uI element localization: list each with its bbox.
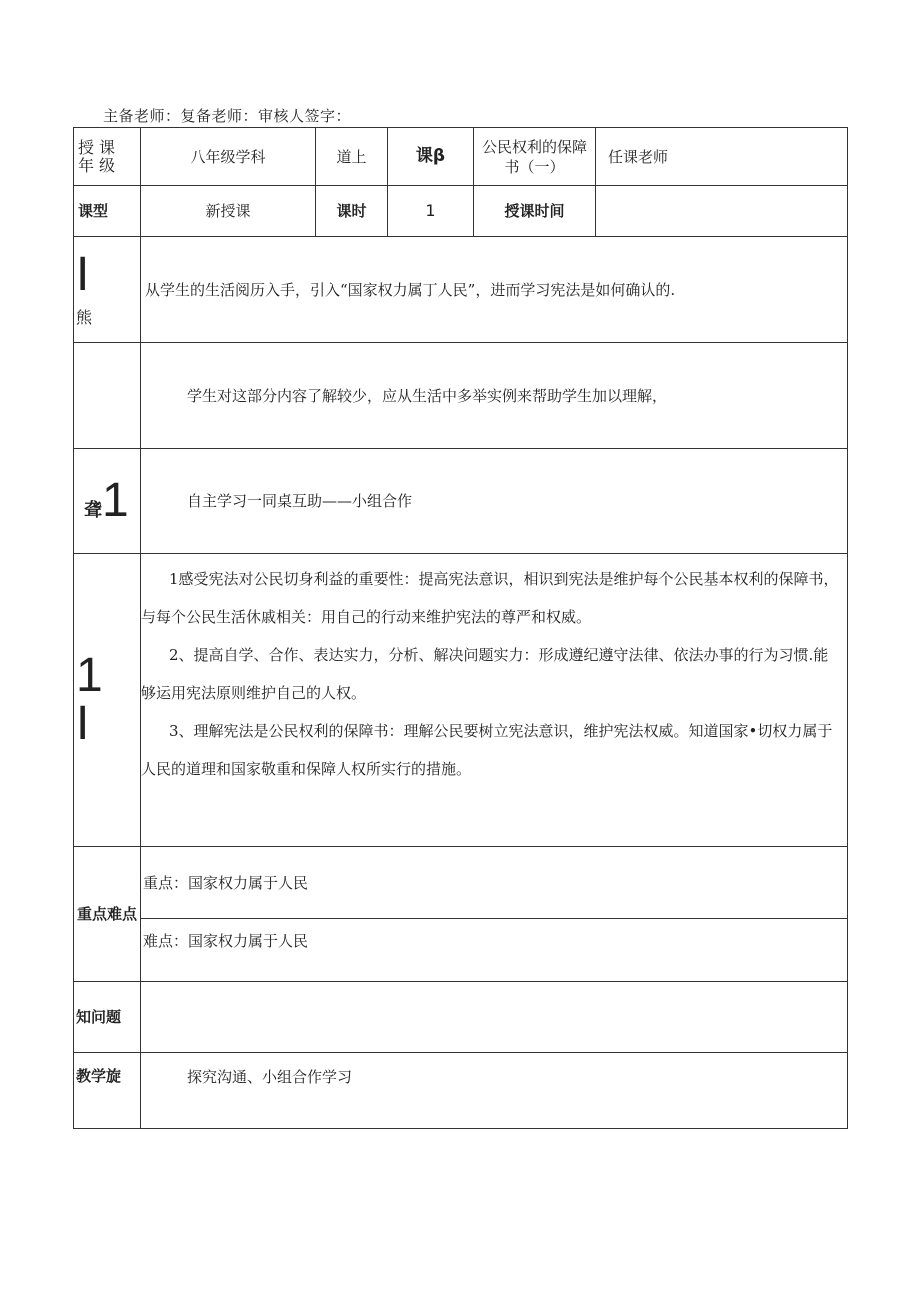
objectives-label — [74, 554, 141, 847]
student-analysis-text: 学生对这部分内容了解较少，应从生活中多举实例来帮助学生加以理解， — [141, 343, 848, 449]
row-difficult-point — [74, 919, 848, 982]
type-label: 课型 — [74, 186, 141, 237]
hours-value: 1 — [388, 186, 474, 237]
row-question — [74, 982, 848, 1053]
lesson-title: 公民权利的保障书（一） — [474, 128, 596, 186]
label-small: 聋 — [84, 499, 102, 521]
objective-item: 3、理解宪法是公民权利的保障书：理解公民要树立宪法意识，维护宪法权威。知道国家•切权力属于人民的道理和国家敬重和保障人权所实行的措施。 — [141, 722, 833, 778]
row-content-analysis — [74, 237, 848, 343]
grade-value: 八年级学科 — [141, 128, 316, 186]
row-objectives — [74, 554, 848, 847]
question-text[interactable] — [141, 982, 848, 1053]
difficult-point-text: 难点：国家权力属于人民 — [141, 919, 848, 982]
grade-label-cell — [74, 128, 141, 186]
grade-label-bottom: 年级 — [78, 155, 121, 175]
objective-item: 1感受宪法对公民切身利益的重要性：提高宪法意识，相识到宪法是维护每个公民基本权利的保障书，与每个公民生活休戚相关：用自己的行动来维护宪法的尊严和权威。 — [141, 570, 839, 626]
key-difficult-label: 重点难点 — [74, 847, 141, 982]
label-glyph: I — [76, 248, 90, 301]
content-analysis-label — [74, 237, 141, 343]
label-glyph-top: 1 — [76, 649, 103, 702]
teacher-label: 任课老师 — [608, 147, 669, 166]
objective-item: 2、提高自学、合作、表达实力，分析、解决问题实力：形成遵纪遵守法律、依法办事的行为习惯.能够运用宪法原则维护自己的人权。 — [141, 646, 829, 702]
subject-value: 道上 — [316, 128, 388, 186]
time-value[interactable] — [596, 186, 848, 237]
row-student-analysis — [74, 343, 848, 449]
header-signature-line: 主备老师：复备老师：审核人签字： — [103, 107, 352, 125]
label-glyph: 1 — [102, 473, 129, 527]
row-learning-method — [74, 449, 848, 554]
time-label: 授课时间 — [474, 186, 596, 237]
content-analysis-text: 从学生的生活阅历入手，引入“国家权力属丁人民”，进而学习宪法是如何确认的. — [141, 237, 848, 343]
grade-label-top: 授课 — [78, 137, 121, 157]
objectives-text — [141, 554, 848, 847]
row-key-point — [74, 847, 848, 919]
hours-label: 课时 — [316, 186, 388, 237]
student-analysis-label — [74, 343, 141, 449]
type-value: 新授课 — [141, 186, 316, 237]
lesson-plan-table — [73, 127, 848, 1129]
label-glyph-bottom: I — [76, 697, 90, 750]
teacher-cell — [596, 128, 848, 186]
question-label: 知问题 — [74, 982, 141, 1053]
learning-method-text: 自主学习一同桌互助——小组合作 — [141, 449, 848, 554]
row-class-info — [74, 128, 848, 186]
row-class-type — [74, 186, 848, 237]
teaching-method-label: 教学旋 — [74, 1053, 141, 1129]
key-point-text: 重点：国家权力属于人民 — [141, 847, 848, 919]
label-small: 熊 — [76, 308, 93, 327]
teaching-method-text: 探究沟通、小组合作学习 — [141, 1053, 848, 1129]
lesson-label: 课β — [388, 128, 474, 186]
learning-method-label — [74, 449, 141, 554]
row-teaching-method — [74, 1053, 848, 1129]
